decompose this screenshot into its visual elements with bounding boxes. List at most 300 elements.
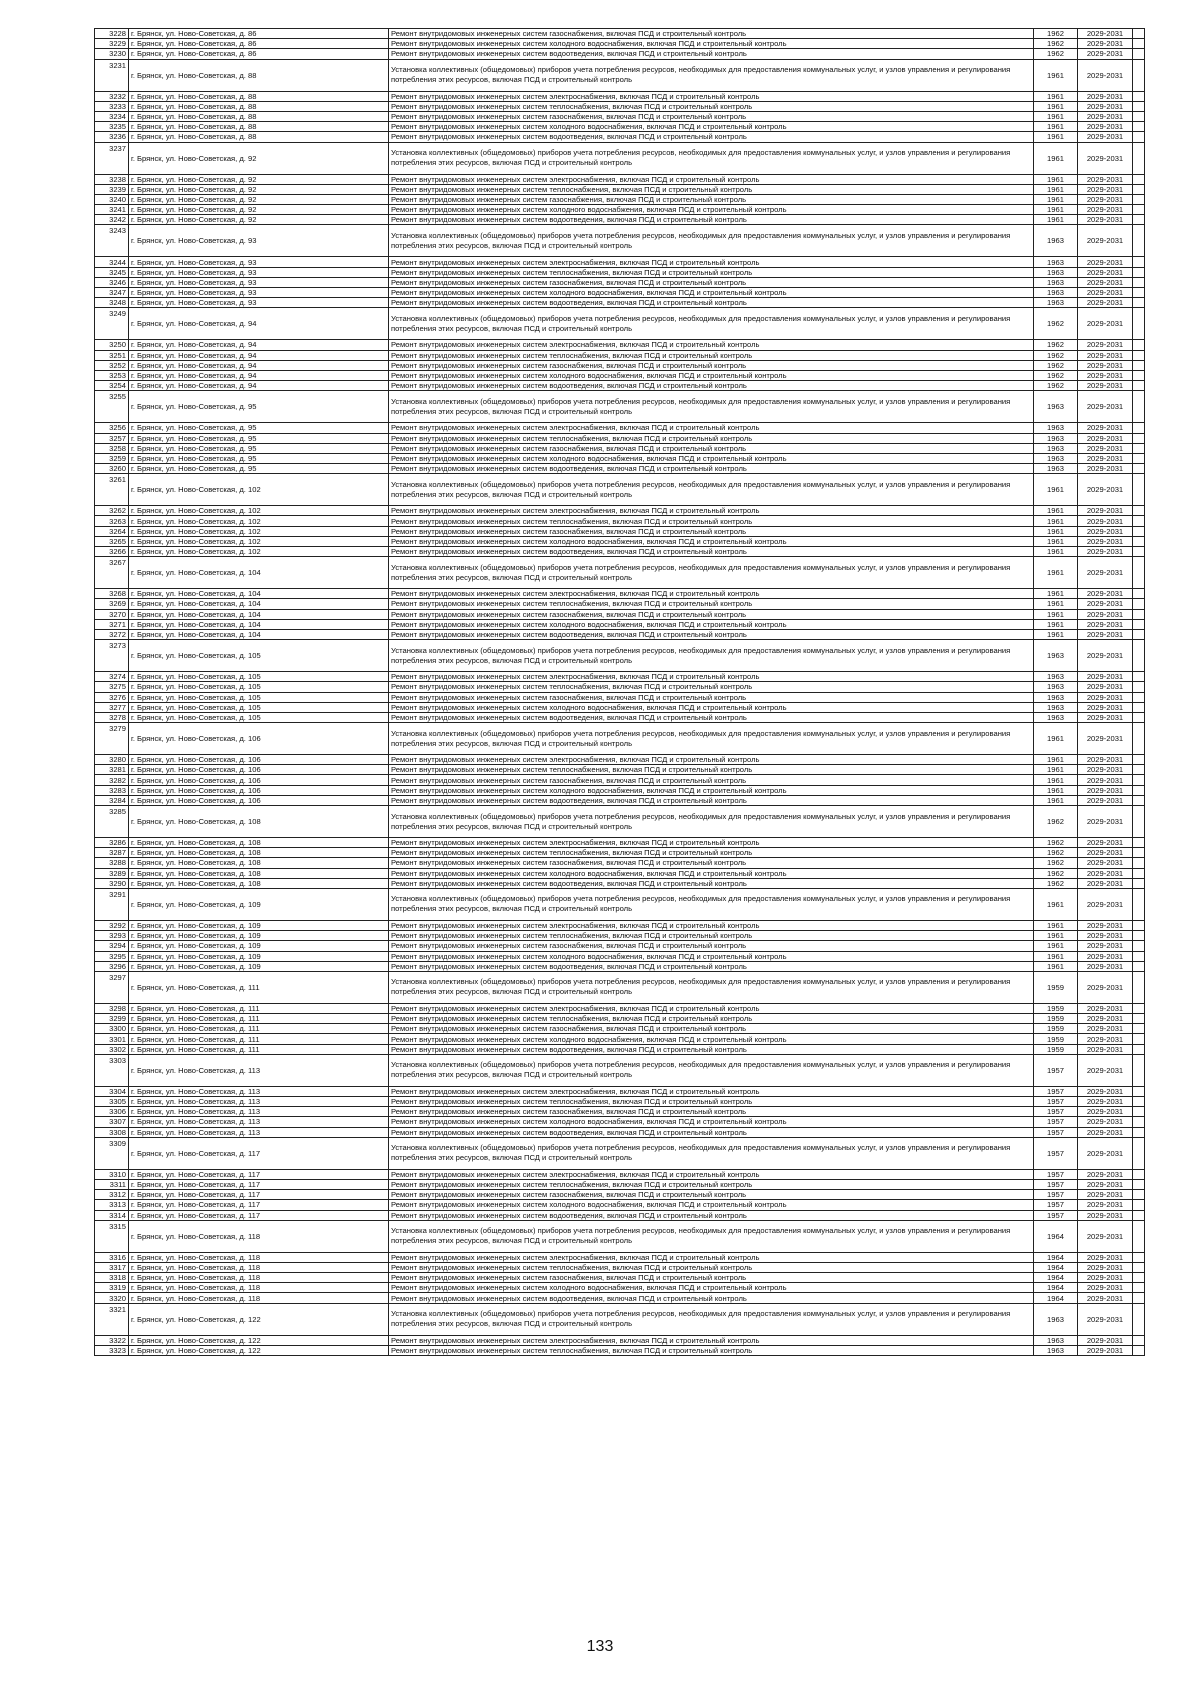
row-number: 3253 <box>95 370 129 380</box>
row-address: г. Брянск, ул. Ново-Советская, д. 111 <box>129 971 389 1003</box>
row-number: 3254 <box>95 381 129 391</box>
row-build-year: 1963 <box>1034 464 1078 474</box>
row-work-type: Ремонт внутридомовых инженерных систем водоотведения, включая ПСД и строительный контроль <box>389 629 1034 639</box>
row-planned-period: 2029-2031 <box>1078 765 1133 775</box>
table-row <box>95 692 1145 702</box>
row-planned-period: 2029-2031 <box>1078 1200 1133 1210</box>
row-address: г. Брянск, ул. Ново-Советская, д. 92 <box>129 215 389 225</box>
row-build-year: 1963 <box>1034 1345 1078 1355</box>
row-address: г. Брянск, ул. Ново-Советская, д. 92 <box>129 184 389 194</box>
row-address: г. Брянск, ул. Ново-Советская, д. 88 <box>129 91 389 101</box>
row-build-year: 1957 <box>1034 1054 1078 1086</box>
table-row <box>95 672 1145 682</box>
row-empty-cell <box>1133 672 1145 682</box>
row-empty-cell <box>1133 298 1145 308</box>
table-row <box>95 506 1145 516</box>
row-number: 3307 <box>95 1117 129 1127</box>
row-number: 3304 <box>95 1086 129 1096</box>
row-number: 3286 <box>95 838 129 848</box>
row-empty-cell <box>1133 308 1145 340</box>
row-address: г. Брянск, ул. Ново-Советская, д. 109 <box>129 961 389 971</box>
row-planned-period: 2029-2031 <box>1078 308 1133 340</box>
row-empty-cell <box>1133 1252 1145 1262</box>
row-number: 3311 <box>95 1179 129 1189</box>
row-build-year: 1957 <box>1034 1190 1078 1200</box>
table-row <box>95 516 1145 526</box>
row-work-type: Ремонт внутридомовых инженерных систем холодного водоснабжения, включая ПСД и строительный контроль <box>389 619 1034 629</box>
row-planned-period: 2029-2031 <box>1078 360 1133 370</box>
row-number: 3240 <box>95 194 129 204</box>
row-planned-period: 2029-2031 <box>1078 619 1133 629</box>
row-build-year: 1961 <box>1034 142 1078 174</box>
row-planned-period: 2029-2031 <box>1078 101 1133 111</box>
row-work-type: Установка коллективных (общедомовых) приборов учета потребления ресурсов, необходимых для предоставления коммунальных услуг, и узлов управления и регулирования потребления этих ресурсов, включая ПСД и строительный контроль <box>389 391 1034 423</box>
row-number: 3284 <box>95 795 129 805</box>
table-row <box>95 838 1145 848</box>
row-number: 3251 <box>95 350 129 360</box>
row-number: 3303 <box>95 1054 129 1086</box>
row-empty-cell <box>1133 629 1145 639</box>
row-empty-cell <box>1133 433 1145 443</box>
row-work-type: Ремонт внутридомовых инженерных систем холодного водоснабжения, включая ПСД и строительный контроль <box>389 536 1034 546</box>
row-address: г. Брянск, ул. Ново-Советская, д. 105 <box>129 692 389 702</box>
row-work-type: Ремонт внутридомовых инженерных систем газоснабжения, включая ПСД и строительный контроль <box>389 194 1034 204</box>
row-planned-period: 2029-2031 <box>1078 443 1133 453</box>
row-address: г. Брянск, ул. Ново-Советская, д. 93 <box>129 257 389 267</box>
row-planned-period: 2029-2031 <box>1078 878 1133 888</box>
row-address: г. Брянск, ул. Ново-Советская, д. 118 <box>129 1273 389 1283</box>
row-planned-period: 2029-2031 <box>1078 1169 1133 1179</box>
row-work-type: Установка коллективных (общедомовых) приборов учета потребления ресурсов, необходимых для предоставления коммунальных услуг, и узлов управления и регулирования потребления этих ресурсов, включая ПСД и строительный контроль <box>389 806 1034 838</box>
row-planned-period: 2029-2031 <box>1078 1345 1133 1355</box>
row-empty-cell <box>1133 971 1145 1003</box>
table-row <box>95 557 1145 589</box>
row-build-year: 1961 <box>1034 961 1078 971</box>
row-address: г. Брянск, ул. Ново-Советская, д. 104 <box>129 629 389 639</box>
row-address: г. Брянск, ул. Ново-Советская, д. 93 <box>129 225 389 257</box>
row-address: г. Брянск, ул. Ново-Советская, д. 102 <box>129 474 389 506</box>
row-empty-cell <box>1133 1014 1145 1024</box>
row-work-type: Ремонт внутридомовых инженерных систем теплоснабжения, включая ПСД и строительный контроль <box>389 267 1034 277</box>
row-number: 3237 <box>95 142 129 174</box>
row-work-type: Ремонт внутридомовых инженерных систем холодного водоснабжения, включая ПСД и строительный контроль <box>389 868 1034 878</box>
row-work-type: Ремонт внутридомовых инженерных систем водоотведения, включая ПСД и строительный контроль <box>389 1210 1034 1220</box>
row-build-year: 1961 <box>1034 609 1078 619</box>
row-build-year: 1961 <box>1034 132 1078 142</box>
row-build-year: 1961 <box>1034 619 1078 629</box>
row-address: г. Брянск, ул. Ново-Советская, д. 94 <box>129 381 389 391</box>
row-number: 3297 <box>95 971 129 1003</box>
row-number: 3261 <box>95 474 129 506</box>
row-work-type: Установка коллективных (общедомовых) приборов учета потребления ресурсов, необходимых для предоставления коммунальных услуг, и узлов управления и регулирования потребления этих ресурсов, включая ПСД и строительный контроль <box>389 474 1034 506</box>
row-planned-period: 2029-2031 <box>1078 599 1133 609</box>
row-number: 3257 <box>95 433 129 443</box>
table-row <box>95 1117 1145 1127</box>
row-empty-cell <box>1133 184 1145 194</box>
row-address: г. Брянск, ул. Ново-Советская, д. 92 <box>129 205 389 215</box>
row-address: г. Брянск, ул. Ново-Советская, д. 94 <box>129 340 389 350</box>
row-number: 3247 <box>95 288 129 298</box>
row-planned-period: 2029-2031 <box>1078 1014 1133 1024</box>
row-address: г. Брянск, ул. Ново-Советская, д. 122 <box>129 1335 389 1345</box>
table-row <box>95 702 1145 712</box>
row-number: 3264 <box>95 526 129 536</box>
row-empty-cell <box>1133 931 1145 941</box>
row-empty-cell <box>1133 775 1145 785</box>
row-work-type: Ремонт внутридомовых инженерных систем холодного водоснабжения, включая ПСД и строительный контроль <box>389 1117 1034 1127</box>
row-empty-cell <box>1133 122 1145 132</box>
row-number: 3274 <box>95 672 129 682</box>
row-number: 3242 <box>95 215 129 225</box>
table-row <box>95 878 1145 888</box>
row-build-year: 1957 <box>1034 1210 1078 1220</box>
table-row <box>95 712 1145 722</box>
row-address: г. Брянск, ул. Ново-Советская, д. 111 <box>129 1024 389 1034</box>
table-row <box>95 101 1145 111</box>
row-planned-period: 2029-2031 <box>1078 39 1133 49</box>
row-empty-cell <box>1133 111 1145 121</box>
row-work-type: Ремонт внутридомовых инженерных систем теплоснабжения, включая ПСД и строительный контроль <box>389 765 1034 775</box>
row-work-type: Ремонт внутридомовых инженерных систем холодного водоснабжения, включая ПСД и строительный контроль <box>389 370 1034 380</box>
row-number: 3323 <box>95 1345 129 1355</box>
row-planned-period: 2029-2031 <box>1078 868 1133 878</box>
table-row <box>95 1345 1145 1355</box>
row-work-type: Ремонт внутридомовых инженерных систем водоотведения, включая ПСД и строительный контроль <box>389 298 1034 308</box>
row-build-year: 1961 <box>1034 526 1078 536</box>
row-planned-period: 2029-2031 <box>1078 1097 1133 1107</box>
row-work-type: Установка коллективных (общедомовых) приборов учета потребления ресурсов, необходимых для предоставления коммунальных услуг, и узлов управления и регулирования потребления этих ресурсов, включая ПСД и строительный контроль <box>389 1137 1034 1169</box>
row-number: 3238 <box>95 174 129 184</box>
row-address: г. Брянск, ул. Ново-Советская, д. 117 <box>129 1200 389 1210</box>
row-number: 3283 <box>95 785 129 795</box>
row-address: г. Брянск, ул. Ново-Советская, д. 122 <box>129 1345 389 1355</box>
row-planned-period: 2029-2031 <box>1078 1024 1133 1034</box>
row-empty-cell <box>1133 951 1145 961</box>
table-row <box>95 775 1145 785</box>
row-build-year: 1962 <box>1034 370 1078 380</box>
row-address: г. Брянск, ул. Ново-Советская, д. 104 <box>129 557 389 589</box>
row-work-type: Ремонт внутридомовых инженерных систем водоотведения, включая ПСД и строительный контроль <box>389 961 1034 971</box>
row-empty-cell <box>1133 340 1145 350</box>
row-planned-period: 2029-2031 <box>1078 1273 1133 1283</box>
row-address: г. Брянск, ул. Ново-Советская, д. 118 <box>129 1283 389 1293</box>
row-build-year: 1962 <box>1034 878 1078 888</box>
row-address: г. Брянск, ул. Ново-Советская, д. 102 <box>129 526 389 536</box>
row-work-type: Ремонт внутридомовых инженерных систем водоотведения, включая ПСД и строительный контроль <box>389 547 1034 557</box>
row-planned-period: 2029-2031 <box>1078 391 1133 423</box>
table-row <box>95 1014 1145 1024</box>
table-row <box>95 765 1145 775</box>
row-planned-period: 2029-2031 <box>1078 609 1133 619</box>
row-empty-cell <box>1133 806 1145 838</box>
row-number: 3298 <box>95 1003 129 1013</box>
row-build-year: 1959 <box>1034 1014 1078 1024</box>
row-work-type: Ремонт внутридомовых инженерных систем газоснабжения, включая ПСД и строительный контроль <box>389 1190 1034 1200</box>
row-build-year: 1961 <box>1034 506 1078 516</box>
row-empty-cell <box>1133 848 1145 858</box>
row-build-year: 1961 <box>1034 557 1078 589</box>
row-build-year: 1961 <box>1034 536 1078 546</box>
row-planned-period: 2029-2031 <box>1078 288 1133 298</box>
row-empty-cell <box>1133 547 1145 557</box>
row-build-year: 1962 <box>1034 49 1078 59</box>
row-work-type: Ремонт внутридомовых инженерных систем водоотведения, включая ПСД и строительный контроль <box>389 1127 1034 1137</box>
row-address: г. Брянск, ул. Ново-Советская, д. 95 <box>129 433 389 443</box>
row-build-year: 1957 <box>1034 1097 1078 1107</box>
row-empty-cell <box>1133 888 1145 920</box>
row-build-year: 1957 <box>1034 1137 1078 1169</box>
row-empty-cell <box>1133 1127 1145 1137</box>
row-planned-period: 2029-2031 <box>1078 888 1133 920</box>
row-number: 3306 <box>95 1107 129 1117</box>
table-row <box>95 142 1145 174</box>
row-work-type: Ремонт внутридомовых инженерных систем газоснабжения, включая ПСД и строительный контроль <box>389 29 1034 39</box>
row-work-type: Ремонт внутридомовых инженерных систем водоотведения, включая ПСД и строительный контроль <box>389 49 1034 59</box>
row-work-type: Ремонт внутридомовых инженерных систем водоотведения, включая ПСД и строительный контроль <box>389 381 1034 391</box>
row-number: 3230 <box>95 49 129 59</box>
table-row <box>95 443 1145 453</box>
table-row <box>95 1273 1145 1283</box>
row-address: г. Брянск, ул. Ново-Советская, д. 102 <box>129 506 389 516</box>
row-planned-period: 2029-2031 <box>1078 547 1133 557</box>
row-address: г. Брянск, ул. Ново-Советская, д. 113 <box>129 1107 389 1117</box>
row-build-year: 1963 <box>1034 267 1078 277</box>
row-empty-cell <box>1133 516 1145 526</box>
row-work-type: Ремонт внутридомовых инженерных систем электроснабжения, включая ПСД и строительный контроль <box>389 257 1034 267</box>
row-work-type: Ремонт внутридомовых инженерных систем водоотведения, включая ПСД и строительный контроль <box>389 464 1034 474</box>
row-planned-period: 2029-2031 <box>1078 951 1133 961</box>
row-planned-period: 2029-2031 <box>1078 122 1133 132</box>
row-work-type: Ремонт внутридомовых инженерных систем теплоснабжения, включая ПСД и строительный контроль <box>389 1262 1034 1272</box>
row-build-year: 1957 <box>1034 1169 1078 1179</box>
row-build-year: 1962 <box>1034 868 1078 878</box>
row-address: г. Брянск, ул. Ново-Советская, д. 94 <box>129 350 389 360</box>
row-number: 3322 <box>95 1335 129 1345</box>
row-work-type: Ремонт внутридомовых инженерных систем теплоснабжения, включая ПСД и строительный контроль <box>389 848 1034 858</box>
row-empty-cell <box>1133 205 1145 215</box>
table-row <box>95 951 1145 961</box>
row-build-year: 1962 <box>1034 848 1078 858</box>
row-number: 3232 <box>95 91 129 101</box>
row-address: г. Брянск, ул. Ново-Советская, д. 111 <box>129 1034 389 1044</box>
row-build-year: 1961 <box>1034 101 1078 111</box>
table-row <box>95 536 1145 546</box>
row-empty-cell <box>1133 443 1145 453</box>
row-empty-cell <box>1133 765 1145 775</box>
row-build-year: 1961 <box>1034 951 1078 961</box>
row-empty-cell <box>1133 132 1145 142</box>
row-address: г. Брянск, ул. Ново-Советская, д. 118 <box>129 1293 389 1303</box>
row-address: г. Брянск, ул. Ново-Советская, д. 105 <box>129 702 389 712</box>
table-row <box>95 111 1145 121</box>
table-row <box>95 1107 1145 1117</box>
row-build-year: 1961 <box>1034 205 1078 215</box>
row-number: 3314 <box>95 1210 129 1220</box>
row-planned-period: 2029-2031 <box>1078 1283 1133 1293</box>
table-row <box>95 194 1145 204</box>
row-build-year: 1961 <box>1034 629 1078 639</box>
row-address: г. Брянск, ул. Ново-Советская, д. 111 <box>129 1003 389 1013</box>
row-empty-cell <box>1133 277 1145 287</box>
row-empty-cell <box>1133 391 1145 423</box>
row-planned-period: 2029-2031 <box>1078 1262 1133 1272</box>
row-planned-period: 2029-2031 <box>1078 1252 1133 1262</box>
row-build-year: 1959 <box>1034 1024 1078 1034</box>
row-empty-cell <box>1133 39 1145 49</box>
row-build-year: 1963 <box>1034 682 1078 692</box>
row-empty-cell <box>1133 1054 1145 1086</box>
row-number: 3260 <box>95 464 129 474</box>
row-work-type: Ремонт внутридомовых инженерных систем холодного водоснабжения, включая ПСД и строительный контроль <box>389 785 1034 795</box>
table-row <box>95 453 1145 463</box>
row-empty-cell <box>1133 526 1145 536</box>
row-empty-cell <box>1133 1273 1145 1283</box>
row-address: г. Брянск, ул. Ново-Советская, д. 93 <box>129 277 389 287</box>
table-row <box>95 464 1145 474</box>
row-empty-cell <box>1133 59 1145 91</box>
row-work-type: Установка коллективных (общедомовых) приборов учета потребления ресурсов, необходимых для предоставления коммунальных услуг, и узлов управления и регулирования потребления этих ресурсов, включая ПСД и строительный контроль <box>389 59 1034 91</box>
row-number: 3296 <box>95 961 129 971</box>
table-row <box>95 277 1145 287</box>
row-address: г. Брянск, ул. Ново-Советская, д. 94 <box>129 370 389 380</box>
row-build-year: 1962 <box>1034 29 1078 39</box>
row-build-year: 1957 <box>1034 1117 1078 1127</box>
row-address: г. Брянск, ул. Ново-Советская, д. 105 <box>129 712 389 722</box>
row-empty-cell <box>1133 878 1145 888</box>
row-address: г. Брянск, ул. Ново-Советская, д. 104 <box>129 609 389 619</box>
row-planned-period: 2029-2031 <box>1078 723 1133 755</box>
repair-schedule-sheet <box>94 28 1144 1356</box>
row-address: г. Брянск, ул. Ново-Советская, д. 122 <box>129 1303 389 1335</box>
row-address: г. Брянск, ул. Ново-Советская, д. 111 <box>129 1044 389 1054</box>
row-empty-cell <box>1133 101 1145 111</box>
row-planned-period: 2029-2031 <box>1078 506 1133 516</box>
table-row <box>95 288 1145 298</box>
row-number: 3305 <box>95 1097 129 1107</box>
row-build-year: 1961 <box>1034 723 1078 755</box>
row-address: г. Брянск, ул. Ново-Советская, д. 109 <box>129 920 389 930</box>
row-work-type: Установка коллективных (общедомовых) приборов учета потребления ресурсов, необходимых для предоставления коммунальных услуг, и узлов управления и регулирования потребления этих ресурсов, включая ПСД и строительный контроль <box>389 557 1034 589</box>
row-planned-period: 2029-2031 <box>1078 1190 1133 1200</box>
row-planned-period: 2029-2031 <box>1078 1127 1133 1137</box>
row-work-type: Ремонт внутридомовых инженерных систем электроснабжения, включая ПСД и строительный контроль <box>389 755 1034 765</box>
row-address: г. Брянск, ул. Ново-Советская, д. 118 <box>129 1220 389 1252</box>
row-work-type: Ремонт внутридомовых инженерных систем газоснабжения, включая ПСД и строительный контроль <box>389 360 1034 370</box>
row-address: г. Брянск, ул. Ново-Советская, д. 108 <box>129 868 389 878</box>
row-number: 3320 <box>95 1293 129 1303</box>
row-build-year: 1963 <box>1034 692 1078 702</box>
row-address: г. Брянск, ул. Ново-Советская, д. 88 <box>129 59 389 91</box>
row-work-type: Ремонт внутридомовых инженерных систем теплоснабжения, включая ПСД и строительный контроль <box>389 1345 1034 1355</box>
row-work-type: Ремонт внутридомовых инженерных систем холодного водоснабжения, включая ПСД и строительный контроль <box>389 122 1034 132</box>
table-row <box>95 350 1145 360</box>
row-address: г. Брянск, ул. Ново-Советская, д. 108 <box>129 858 389 868</box>
table-row <box>95 1303 1145 1335</box>
row-planned-period: 2029-2031 <box>1078 795 1133 805</box>
table-row <box>95 1293 1145 1303</box>
table-row <box>95 848 1145 858</box>
table-row <box>95 1054 1145 1086</box>
row-work-type: Установка коллективных (общедомовых) приборов учета потребления ресурсов, необходимых для предоставления коммунальных услуг, и узлов управления и регулирования потребления этих ресурсов, включая ПСД и строительный контроль <box>389 308 1034 340</box>
row-address: г. Брянск, ул. Ново-Советская, д. 102 <box>129 547 389 557</box>
row-work-type: Ремонт внутридомовых инженерных систем водоотведения, включая ПСД и строительный контроль <box>389 1293 1034 1303</box>
row-number: 3281 <box>95 765 129 775</box>
row-number: 3263 <box>95 516 129 526</box>
row-build-year: 1959 <box>1034 1044 1078 1054</box>
row-empty-cell <box>1133 589 1145 599</box>
row-build-year: 1959 <box>1034 971 1078 1003</box>
row-empty-cell <box>1133 1335 1145 1345</box>
row-empty-cell <box>1133 194 1145 204</box>
row-number: 3250 <box>95 340 129 350</box>
row-empty-cell <box>1133 682 1145 692</box>
row-empty-cell <box>1133 868 1145 878</box>
row-address: г. Брянск, ул. Ново-Советская, д. 95 <box>129 453 389 463</box>
row-work-type: Ремонт внутридомовых инженерных систем электроснабжения, включая ПСД и строительный контроль <box>389 589 1034 599</box>
row-planned-period: 2029-2031 <box>1078 423 1133 433</box>
row-planned-period: 2029-2031 <box>1078 174 1133 184</box>
row-work-type: Ремонт внутридомовых инженерных систем газоснабжения, включая ПСД и строительный контроль <box>389 111 1034 121</box>
row-address: г. Брянск, ул. Ново-Советская, д. 104 <box>129 599 389 609</box>
row-address: г. Брянск, ул. Ново-Советская, д. 117 <box>129 1190 389 1200</box>
table-row <box>95 1097 1145 1107</box>
row-work-type: Ремонт внутридомовых инженерных систем теплоснабжения, включая ПСД и строительный контроль <box>389 682 1034 692</box>
row-number: 3277 <box>95 702 129 712</box>
row-planned-period: 2029-2031 <box>1078 464 1133 474</box>
table-row <box>95 1024 1145 1034</box>
row-build-year: 1961 <box>1034 59 1078 91</box>
row-build-year: 1963 <box>1034 1303 1078 1335</box>
row-build-year: 1961 <box>1034 111 1078 121</box>
row-number: 3299 <box>95 1014 129 1024</box>
row-number: 3310 <box>95 1169 129 1179</box>
row-number: 3259 <box>95 453 129 463</box>
table-row <box>95 433 1145 443</box>
row-work-type: Ремонт внутридомовых инженерных систем электроснабжения, включая ПСД и строительный контроль <box>389 1086 1034 1096</box>
row-build-year: 1963 <box>1034 288 1078 298</box>
row-work-type: Ремонт внутридомовых инженерных систем холодного водоснабжения, включая ПСД и строительный контроль <box>389 1283 1034 1293</box>
row-number: 3302 <box>95 1044 129 1054</box>
row-empty-cell <box>1133 225 1145 257</box>
table-row <box>95 39 1145 49</box>
row-build-year: 1961 <box>1034 474 1078 506</box>
table-row <box>95 360 1145 370</box>
row-planned-period: 2029-2031 <box>1078 1293 1133 1303</box>
table-row <box>95 1003 1145 1013</box>
table-row <box>95 682 1145 692</box>
row-empty-cell <box>1133 795 1145 805</box>
row-planned-period: 2029-2031 <box>1078 194 1133 204</box>
row-build-year: 1961 <box>1034 755 1078 765</box>
row-address: г. Брянск, ул. Ново-Советская, д. 106 <box>129 785 389 795</box>
row-address: г. Брянск, ул. Ново-Советская, д. 105 <box>129 640 389 672</box>
table-row <box>95 971 1145 1003</box>
row-build-year: 1962 <box>1034 360 1078 370</box>
row-build-year: 1957 <box>1034 1127 1078 1137</box>
table-row <box>95 858 1145 868</box>
row-work-type: Ремонт внутридомовых инженерных систем холодного водоснабжения, включая ПСД и строительный контроль <box>389 205 1034 215</box>
row-planned-period: 2029-2031 <box>1078 640 1133 672</box>
table-row <box>95 629 1145 639</box>
table-row <box>95 91 1145 101</box>
row-empty-cell <box>1133 838 1145 848</box>
table-row <box>95 29 1145 39</box>
row-work-type: Ремонт внутридомовых инженерных систем газоснабжения, включая ПСД и строительный контроль <box>389 858 1034 868</box>
row-empty-cell <box>1133 1169 1145 1179</box>
row-address: г. Брянск, ул. Ново-Советская, д. 86 <box>129 49 389 59</box>
row-number: 3288 <box>95 858 129 868</box>
row-planned-period: 2029-2031 <box>1078 755 1133 765</box>
